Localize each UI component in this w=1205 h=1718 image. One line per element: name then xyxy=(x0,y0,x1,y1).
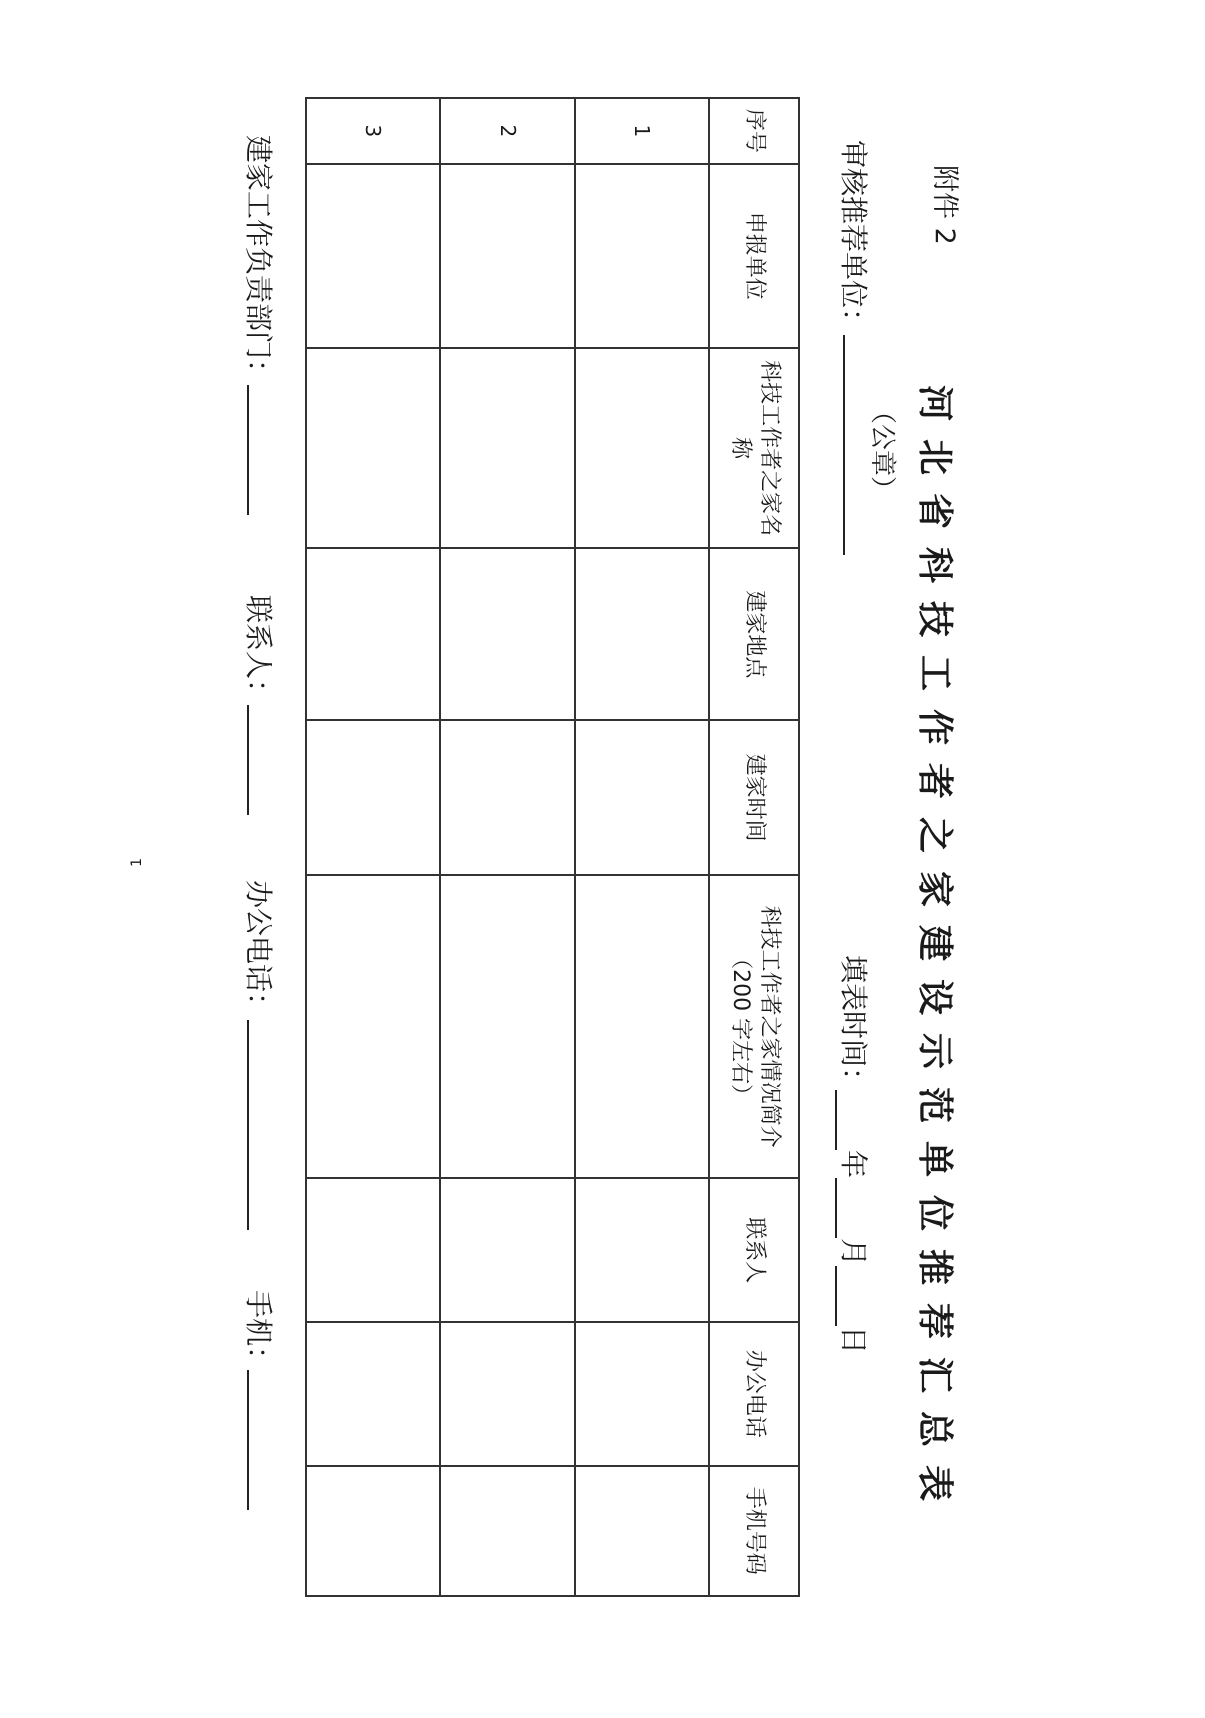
reviewer-label: 审核推荐单位： xyxy=(837,140,870,337)
cell-mobile[interactable] xyxy=(306,1466,440,1596)
cell-time[interactable] xyxy=(575,720,709,875)
row-index: 3 xyxy=(306,98,440,164)
fill-date-field[interactable] xyxy=(835,1090,875,1354)
cell-contact[interactable] xyxy=(306,1178,440,1322)
col-header-time: 建家时间 xyxy=(709,720,799,875)
cell-location[interactable] xyxy=(306,548,440,720)
office-phone-label: 办公电话： xyxy=(242,880,275,1021)
col-header-mobile: 手机号码 xyxy=(709,1466,799,1596)
col-header-index: 序号 xyxy=(709,98,799,164)
month-label: 月 xyxy=(837,1238,870,1267)
dept-field[interactable] xyxy=(247,385,280,515)
cell-office-phone[interactable] xyxy=(306,1322,440,1466)
col-header-unit: 申报单位 xyxy=(709,164,799,348)
contact-field[interactable] xyxy=(247,705,280,815)
cell-home-name[interactable] xyxy=(575,348,709,549)
cell-location[interactable] xyxy=(575,548,709,720)
cell-contact[interactable] xyxy=(440,1178,574,1322)
mobile-label: 手机： xyxy=(242,1290,275,1375)
attachment-label: 附件 2 xyxy=(929,165,960,245)
cell-home-name[interactable] xyxy=(440,348,574,549)
cell-unit[interactable] xyxy=(306,164,440,348)
row-index: 2 xyxy=(440,98,574,164)
table-row xyxy=(306,98,440,1596)
page-title: 河北省科技工作者之家建设示范单位推荐汇总表 xyxy=(914,385,956,1520)
cell-contact[interactable] xyxy=(575,1178,709,1322)
summary-table xyxy=(305,97,800,1597)
cell-time[interactable] xyxy=(306,720,440,875)
col-header-summary: 科技工作者之家情况简介（200 字左右） xyxy=(709,875,799,1179)
table-row xyxy=(575,98,709,1596)
cell-time[interactable] xyxy=(440,720,574,875)
mobile-field[interactable] xyxy=(247,1370,280,1510)
cell-office-phone[interactable] xyxy=(440,1322,574,1466)
row-index: 1 xyxy=(575,98,709,164)
year-label: 年 xyxy=(837,1150,870,1179)
col-header-office-phone: 办公电话 xyxy=(709,1322,799,1466)
cell-location[interactable] xyxy=(440,548,574,720)
col-header-location: 建家地点 xyxy=(709,548,799,720)
col-header-contact: 联系人 xyxy=(709,1178,799,1322)
cell-office-phone[interactable] xyxy=(575,1322,709,1466)
cell-summary[interactable] xyxy=(575,875,709,1179)
table-row xyxy=(440,98,574,1596)
cell-home-name[interactable] xyxy=(306,348,440,549)
cell-unit[interactable] xyxy=(440,164,574,348)
cell-mobile[interactable] xyxy=(440,1466,574,1596)
page-number: 1 xyxy=(129,858,145,867)
seal-label: （公章） xyxy=(867,398,897,503)
day-label: 日 xyxy=(837,1326,870,1355)
table-header-row xyxy=(709,98,799,1596)
dept-label: 建家工作负责部门： xyxy=(242,135,275,388)
fill-time-label: 填表时间： xyxy=(837,955,870,1096)
col-header-home-name: 科技工作者之家名称 xyxy=(709,348,799,549)
office-phone-field[interactable] xyxy=(247,1020,280,1230)
contact-label: 联系人： xyxy=(242,595,275,708)
cell-unit[interactable] xyxy=(575,164,709,348)
cell-mobile[interactable] xyxy=(575,1466,709,1596)
cell-summary[interactable] xyxy=(440,875,574,1179)
cell-summary[interactable] xyxy=(306,875,440,1179)
